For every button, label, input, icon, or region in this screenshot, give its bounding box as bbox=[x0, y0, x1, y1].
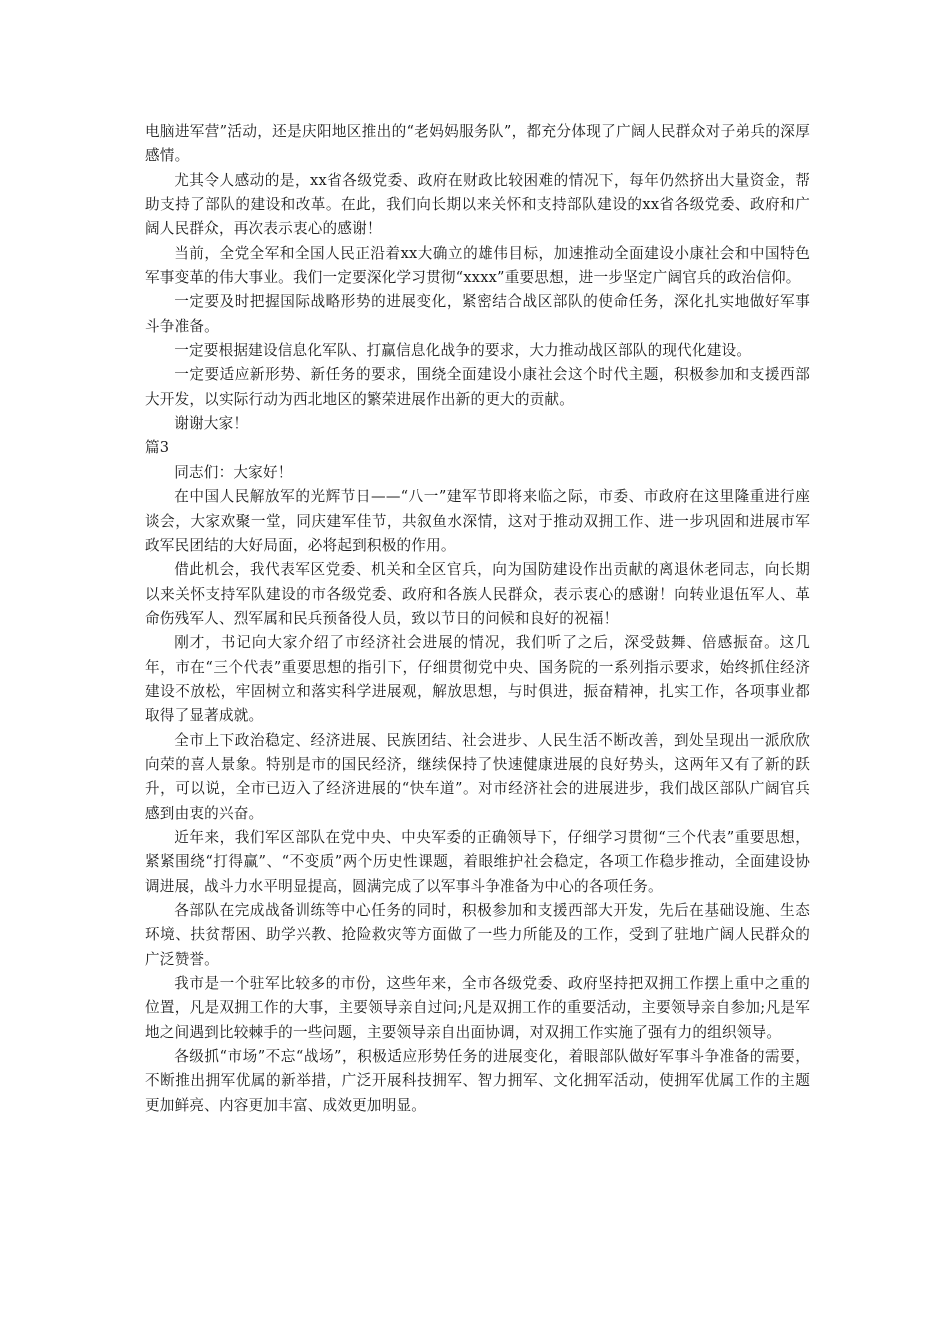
paragraph-thanks: 谢谢大家！ bbox=[174, 415, 249, 433]
paragraph-city-support: 我市是一个驻军比较多的市份，这些年来，全市各级党委、政府坚持把双拥工作摆上重中之重的位置，凡是双拥工作的大事，主要领导亲自过问;凡是双拥工作的重要活动，主要领导亲自参加;凡是军地之间遇到比较棘手的一些问题，主要领导亲自出面协调，对双拥工作实施了强有力的组织领导。 bbox=[145, 975, 810, 1041]
paragraph-current-goals: 当前，全党全军和全国人民正沿着xx大确立的雄伟目标，加速推动全面建设小康社会和中国特色军事变革的伟大事业。我们一定要深化学习贯彻“xxxx”重要思想，进一步坚定广阔官兵的政治信仰。 bbox=[145, 244, 810, 287]
paragraph-support-west: 各部队在完成战备训练等中心任务的同时，积极参加和支援西部大开发，先后在基础设施、生态环境、扶贫帮困、助学兴教、抢险救灾等方面做了一些力所能及的工作，受到了驻地广阔人民群众的广泛赞誉。 bbox=[145, 902, 810, 968]
paragraph-military-progress: 近年来，我们军区部队在党中央、中央军委的正确领导下，仔细学习贯彻“三个代表”重要思想，紧紧围绕“打得赢”、“不变质”两个历史性课题，着眼维护社会稳定，各项工作稳步推动，全面建设协调进展，战斗力水平明显提高，圆满完成了以军事斗争准备为中心的各项任务。 bbox=[145, 828, 810, 895]
paragraph-greeting: 同志们：大家好！ bbox=[174, 463, 293, 481]
paragraph-army-day: 在中国人民解放军的光辉节日——“八一”建军节即将来临之际，市委、市政府在这里隆重进行座谈会，大家欢聚一堂，同庆建军佳节，共叙鱼水深情，这对于推动双拥工作、进一步巩固和进展市军政军民团结的大好局面，必将起到积极的作用。 bbox=[145, 488, 810, 554]
paragraph-strategy: 一定要及时把握国际战略形势的进展变化，紧密结合战区部队的使命任务，深化扎实地做好军事斗争准备。 bbox=[145, 293, 810, 335]
paragraph-market-battlefield: 各级抓“市场”不忘“战场”，积极适应形势任务的进展变化，着眼部队做好军事斗争准备的需要，不断推出拥军优属的新举措，广泛开展科技拥军、智力拥军、文化拥军活动，使拥军优属工作的主题更加鲜亮、内容更加丰富、成效更加明显。 bbox=[145, 1048, 810, 1114]
paragraph-modernization: 一定要根据建设信息化军队、打赢信息化战争的要求，大力推动战区部队的现代化建设。 bbox=[174, 342, 752, 360]
paragraph-western-development: 一定要适应新形势、新任务的要求，围绕全面建设小康社会这个时代主题，积极参加和支援西部大开发，以实际行动为西北地区的繁荣进展作出新的更大的贡献。 bbox=[145, 366, 810, 408]
section-heading: 篇3 bbox=[145, 439, 170, 457]
paragraph-gratitude: 尤其令人感动的是，xx省各级党委、政府在财政比较困难的情况下，每年仍然挤出大量资金，帮助支持了部队的建设和改革。在此，我们向长期以来关怀和支持部队建设的xx省各级党委、政府和广阔人民群众，再次表示衷心的感谢！ bbox=[145, 171, 810, 238]
paragraph-continued: 电脑进军营”活动，还是庆阳地区推出的“老妈妈服务队”，都充分体现了广阔人民群众对子弟兵的深厚感情。 bbox=[145, 123, 810, 165]
paragraph-economic-report: 刚才，书记向大家介绍了市经济社会进展的情况，我们听了之后，深受鼓舞、倍感振奋。这几年，市在“三个代表”重要思想的指引下，仔细贯彻党中央、国务院的一系列指示要求，始终抓住经济建设不放松，牢固树立和落实科学进展观，解放思想，与时俱进，振奋精神，扎实工作，各项事业都取得了显著成就。 bbox=[145, 634, 810, 725]
document-body bbox=[145, 120, 810, 1118]
paragraph-city-progress: 全市上下政治稳定、经济进展、民族团结、社会进步、人民生活不断改善，到处呈现出一派欣欣向荣的喜人景象。特别是市的国民经济，继续保持了快速健康进展的良好势头，这两年又有了新的跃升，可以说，全市已迈入了经济进展的“快车道”。对市经济社会的进展进步，我们战区部队广阔官兵感到由衷的兴奋。 bbox=[145, 731, 810, 822]
paragraph-representing: 借此机会，我代表军区党委、机关和全区官兵，向为国防建设作出贡献的离退休老同志，向长期以来关怀支持军队建设的市各级党委、政府和各族人民群众，表示衷心的感谢！向转业退伍军人、革命伤残军人、烈军属和民兵预备役人员，致以节日的问候和良好的祝福！ bbox=[145, 561, 810, 627]
